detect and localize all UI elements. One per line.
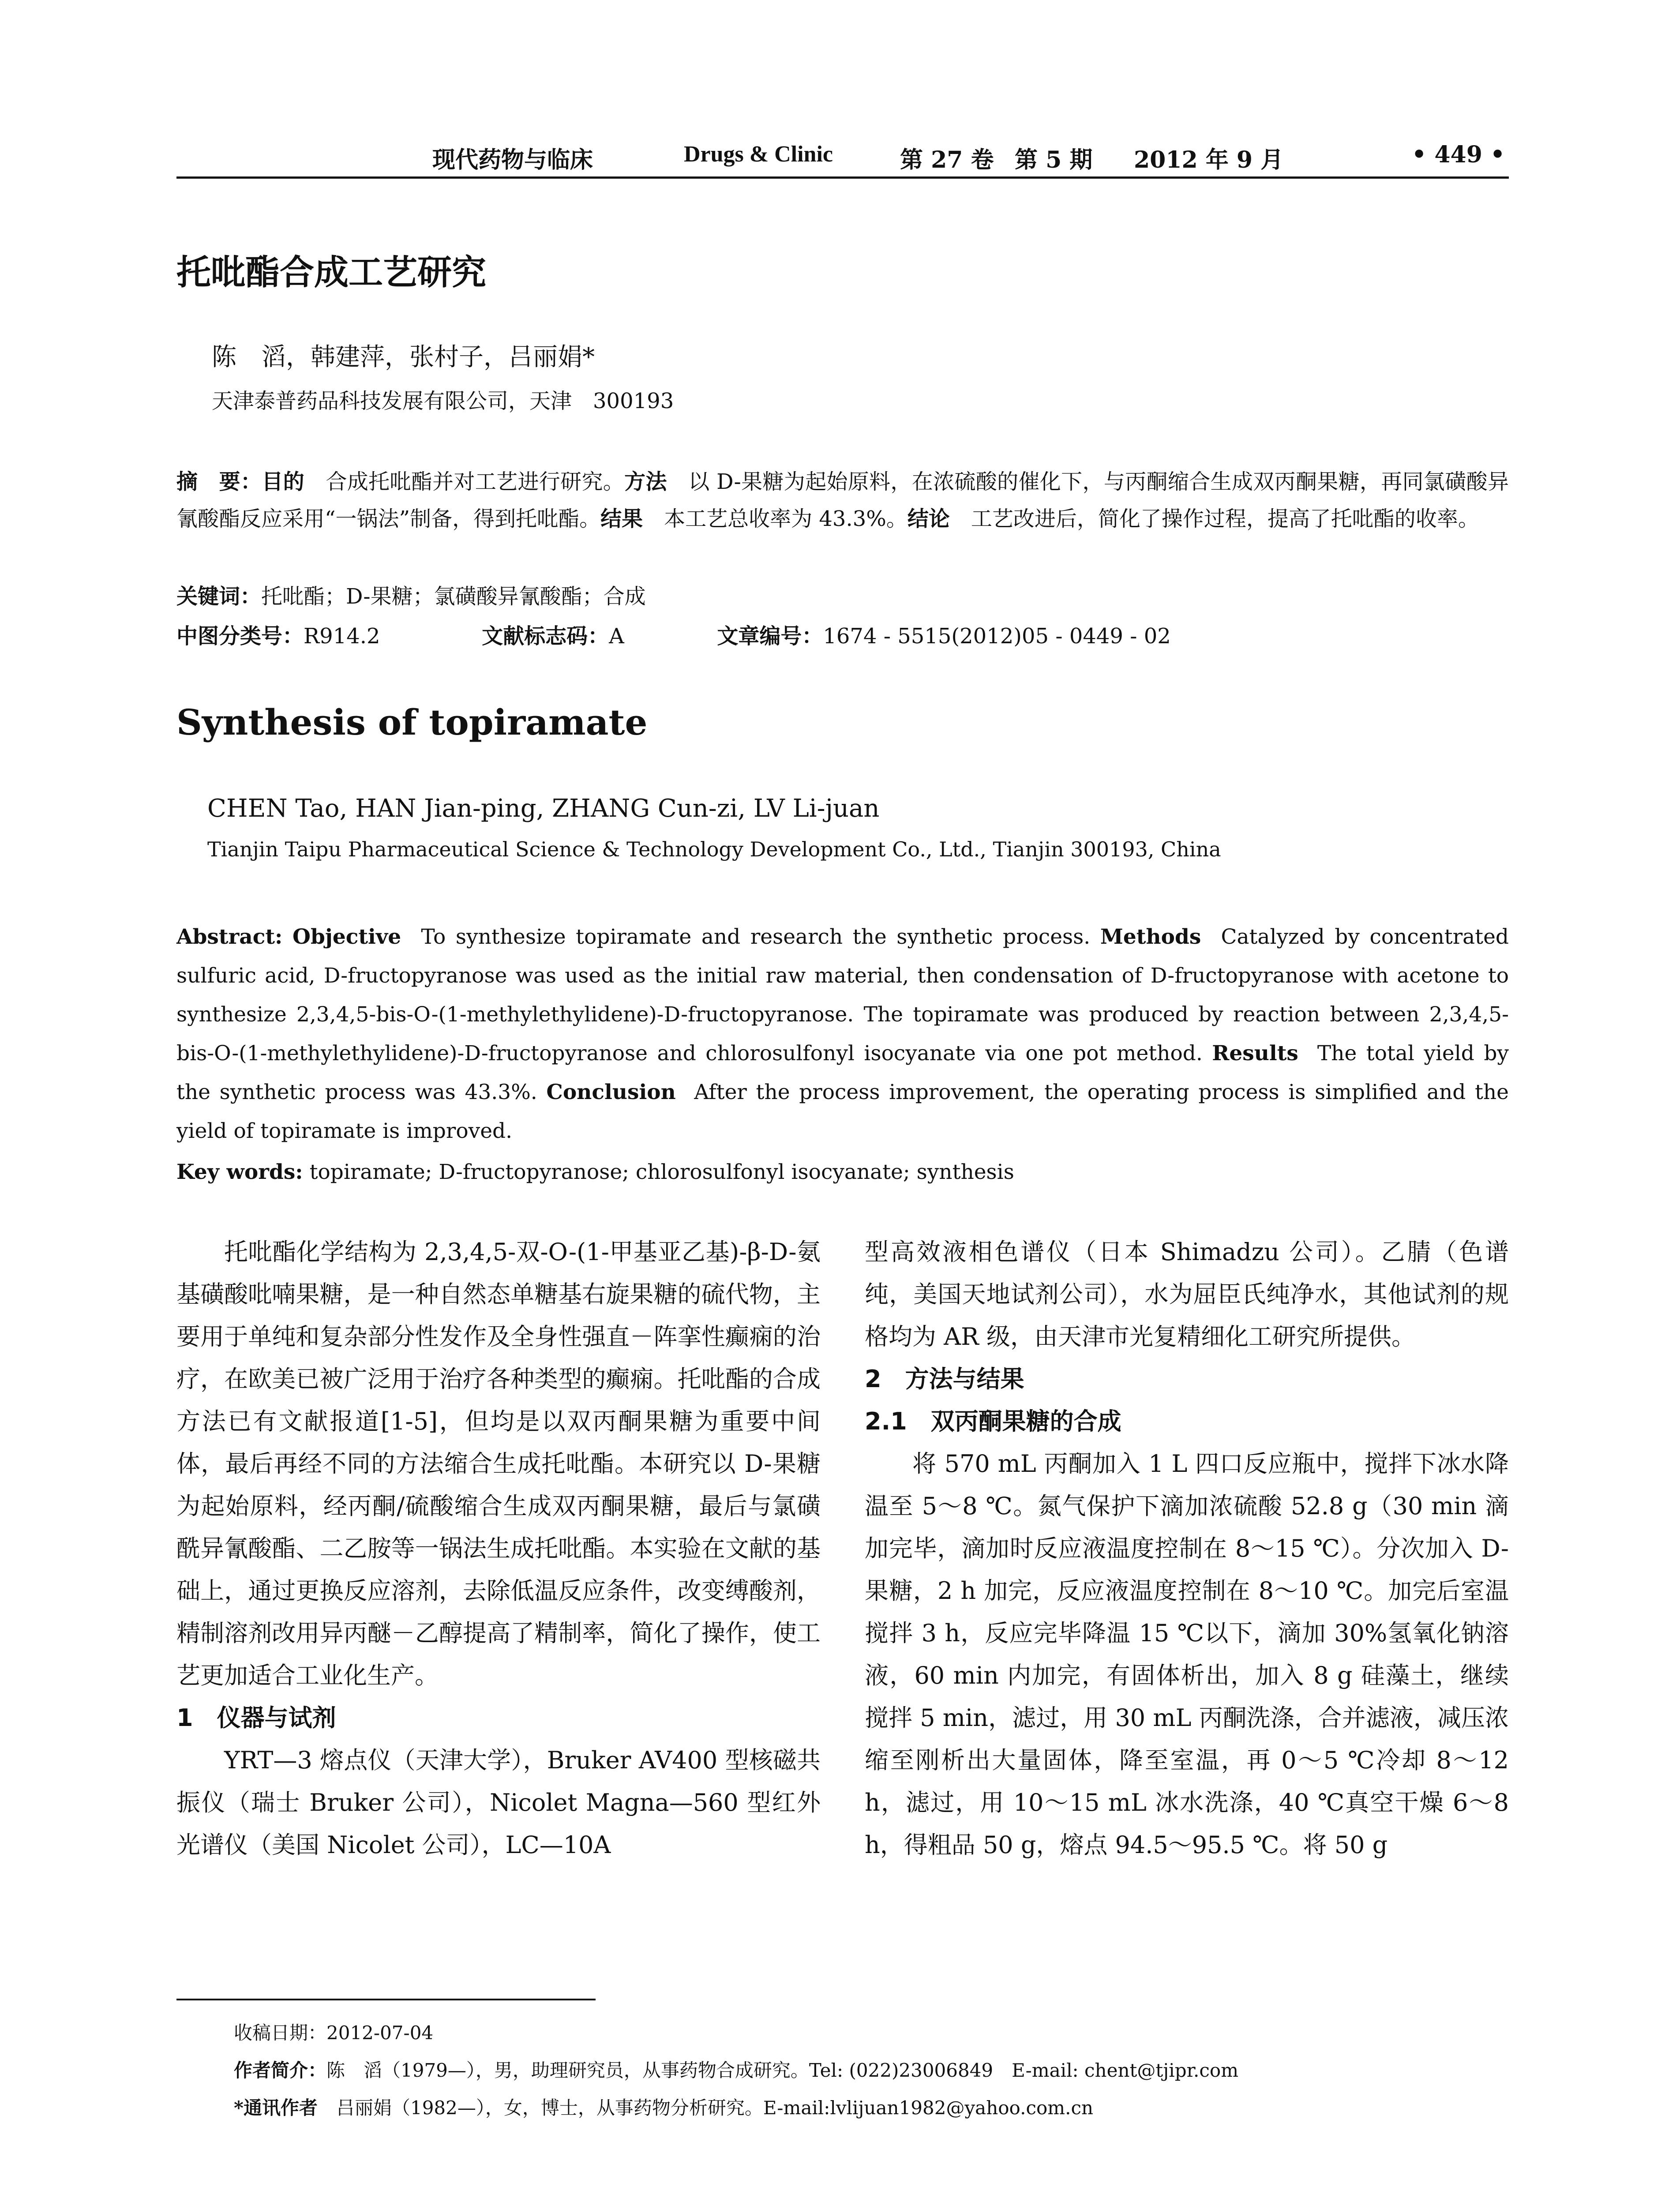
conclusion-cn: 工艺改进后，简化了操作过程，提高了托吡酯的收率。	[971, 506, 1479, 531]
abstract-cn-label: 摘 要：	[176, 469, 262, 494]
footnote-corr-label: *通讯作者	[234, 2097, 318, 2119]
affiliation-en: Tianjin Taipu Pharmaceutical Science & Technology Development Co., Ltd., Tianjin 300193, China	[207, 837, 1221, 861]
objective-en: To synthesize topiramate and research the synthetic process.	[421, 925, 1091, 949]
running-header	[176, 132, 1509, 181]
keywords-en: topiramate; D-fructopyranose; chlorosulfonyl isocyanate; synthesis	[309, 1160, 1014, 1184]
abstract-en-label: Abstract:	[176, 925, 283, 949]
footnote-author-label: 作者简介：	[234, 2060, 327, 2081]
body-left-column	[176, 1231, 821, 1866]
authors-cn: 陈 滔，韩建萍，张村子，吕丽娟*	[212, 343, 595, 371]
volume: 第 27 卷	[900, 146, 994, 173]
abstract-en	[176, 918, 1509, 1151]
authors-en: CHEN Tao, HAN Jian-ping, ZHANG Cun-zi, LV Li-juan	[207, 794, 880, 823]
results-cn: 本工艺总收率为 43.3%。	[664, 506, 908, 531]
keywords-en-line	[176, 1154, 1509, 1191]
footnote-received: 收稿日期：2012-07-04	[234, 2022, 434, 2044]
article-no-value: 1674 - 5515(2012)05 - 0449 - 02	[823, 624, 1171, 649]
methods-en: Catalyzed by concentrated sulfuric acid, D-fructopyranose was used as the initial raw material, then condensation of D-fructopyranose with acetone to synthesize 2,3,4,5-bis-O-(1-methylethylidene)-D-fructopyranose. The topiramate was produced by reaction between 2,3,4,5-bis-O-(1-methylethylidene)-D-fructopyranose and chlorosulfonyl isocyanate via one pot method.	[176, 925, 1509, 1065]
footnote-corresponding	[234, 2093, 1093, 2120]
class-value: R914.2	[304, 624, 380, 649]
article-title-cn: 托吡酯合成工艺研究	[176, 253, 487, 293]
journal-title-en: Drugs & Clinic	[684, 142, 833, 167]
section-1-heading: 1 仪器与试剂	[176, 1704, 336, 1732]
methods-en-label: Methods	[1100, 925, 1201, 949]
page-number: • 449 •	[1412, 141, 1505, 168]
header-rule	[176, 176, 1509, 179]
objective-cn-label: 目的	[262, 469, 305, 494]
objective-en-label: Objective	[292, 925, 401, 949]
results-cn-label: 结果	[600, 506, 643, 531]
issue-date: 2012 年 9 月	[1134, 146, 1284, 173]
footnote-rule	[176, 1999, 596, 2000]
objective-cn: 合成托吡酯并对工艺进行研究。	[326, 469, 625, 494]
section-2-heading: 2 方法与结果	[865, 1365, 1024, 1393]
footnote-author	[234, 2056, 1238, 2082]
doc-code-value: A	[609, 624, 624, 649]
classification-line	[176, 618, 1509, 655]
issue: 第 5 期	[1015, 146, 1093, 173]
affiliation-cn: 天津泰普药品科技发展有限公司，天津 300193	[212, 389, 674, 413]
body-right-column	[865, 1231, 1509, 1866]
keywords-cn-line	[176, 578, 1509, 615]
results-en-label: Results	[1212, 1041, 1298, 1065]
section-1-text: YRT—3 熔点仪（天津大学），Bruker AV400 型核磁共振仪（瑞士 Bruker 公司），Nicolet Magna—560 型红外光谱仪（美国 Nicolet 公司），LC—10A	[176, 1746, 821, 1859]
conclusion-en: After the process improvement, the operating process is simplified and the yield of topiramate is improved.	[176, 1080, 1509, 1143]
abstract-cn	[176, 463, 1509, 537]
conclusion-cn-label: 结论	[907, 506, 950, 531]
footnote-corr-text: 吕丽娟（1982—），女，博士，从事药物分析研究。E-mail:lvlijuan1982@yahoo.com.cn	[336, 2097, 1094, 2119]
class-label: 中图分类号：	[176, 624, 304, 649]
keywords-cn: 托吡酯；D-果糖；氯磺酸异氰酸酯；合成	[261, 584, 646, 609]
journal-title-cn: 现代药物与临床	[432, 146, 593, 173]
results-en: The total yield by the synthetic process was 43.3%.	[176, 1041, 1509, 1104]
article-no-label: 文章编号：	[717, 624, 823, 649]
intro-paragraph: 托吡酯化学结构为 2,3,4,5-双-O-(1-甲基亚乙基)-β-D-氨基磺酸吡喃果糖，是一种自然态单糖基右旋果糖的硫代物，主要用于单纯和复杂部分性发作及全身性强直－阵挛性癫痫的治疗，在欧美已被广泛用于治疗各种类型的癫痫。托吡酯的合成方法已有文献报道[1-5]，但均是以双丙酮果糖为重要中间体，最后再经不同的方法缩合生成托吡酯。本研究以 D-果糖为起始原料，经丙酮/硫酸缩合生成双丙酮果糖，最后与氯磺酰异氰酸酯、二乙胺等一锅法生成托吡酯。本实验在文献的基础上，通过更换反应溶剂，去除低温反应条件，改变缚酸剂，精制溶剂改用异丙醚－乙醇提高了精制率，简化了操作，使工艺更加适合工业化生产。	[176, 1238, 821, 1689]
conclusion-en-label: Conclusion	[546, 1080, 676, 1104]
section-2-1-text: 将 570 mL 丙酮加入 1 L 四口反应瓶中，搅拌下冰水降温至 5～8 ℃。氮气保护下滴加浓硫酸 52.8 g（30 min 滴加完毕，滴加时反应液温度控制在 8～15 ℃）。分次加入 D-果糖，2 h 加完，反应液温度控制在 8～10 ℃。加完后室温搅拌 3 h，反应完毕降温 15 ℃以下，滴加 30%氢氧化钠溶液，60 min 内加完，有固体析出，加入 8 g 硅藻土，继续搅拌 5 min，滤过，用 30 mL 丙酮洗涤，合并滤液，减压浓缩至刚析出大量固体，降至室温，再 0～5 ℃冷却 8～12 h，滤过，用 10～15 mL 冰水洗涤，40 ℃真空干燥 6～8 h，得粗品 50 g，熔点 94.5～95.5 ℃。将 50 g	[865, 1450, 1509, 1859]
methods-cn: 以 D-果糖为起始原料，在浓硫酸的催化下，与丙酮缩合生成双丙酮果糖，再同氯磺酸异氰酸酯反应采用“一锅法”制备，得到托吡酯。	[176, 469, 1509, 531]
methods-cn-label: 方法	[624, 469, 667, 494]
footnote-author-text: 陈 滔（1979—），男，助理研究员，从事药物合成研究。Tel: (022)23006849 E-mail: chent@tjipr.com	[326, 2060, 1239, 2081]
doc-code-label: 文献标志码：	[482, 624, 609, 649]
keywords-en-label: Key words:	[176, 1160, 303, 1184]
keywords-cn-label: 关键词：	[176, 584, 262, 609]
section-1-continued: 型高效液相色谱仪（日本 Shimadzu 公司）。乙腈（色谱纯，美国天地试剂公司），水为屈臣氏纯净水，其他试剂的规格均为 AR 级，由天津市光复精细化工研究所提供。	[865, 1238, 1509, 1351]
section-2-1-heading: 2.1 双丙酮果糖的合成	[865, 1407, 1121, 1435]
article-title-en: Synthesis of topiramate	[176, 702, 648, 743]
